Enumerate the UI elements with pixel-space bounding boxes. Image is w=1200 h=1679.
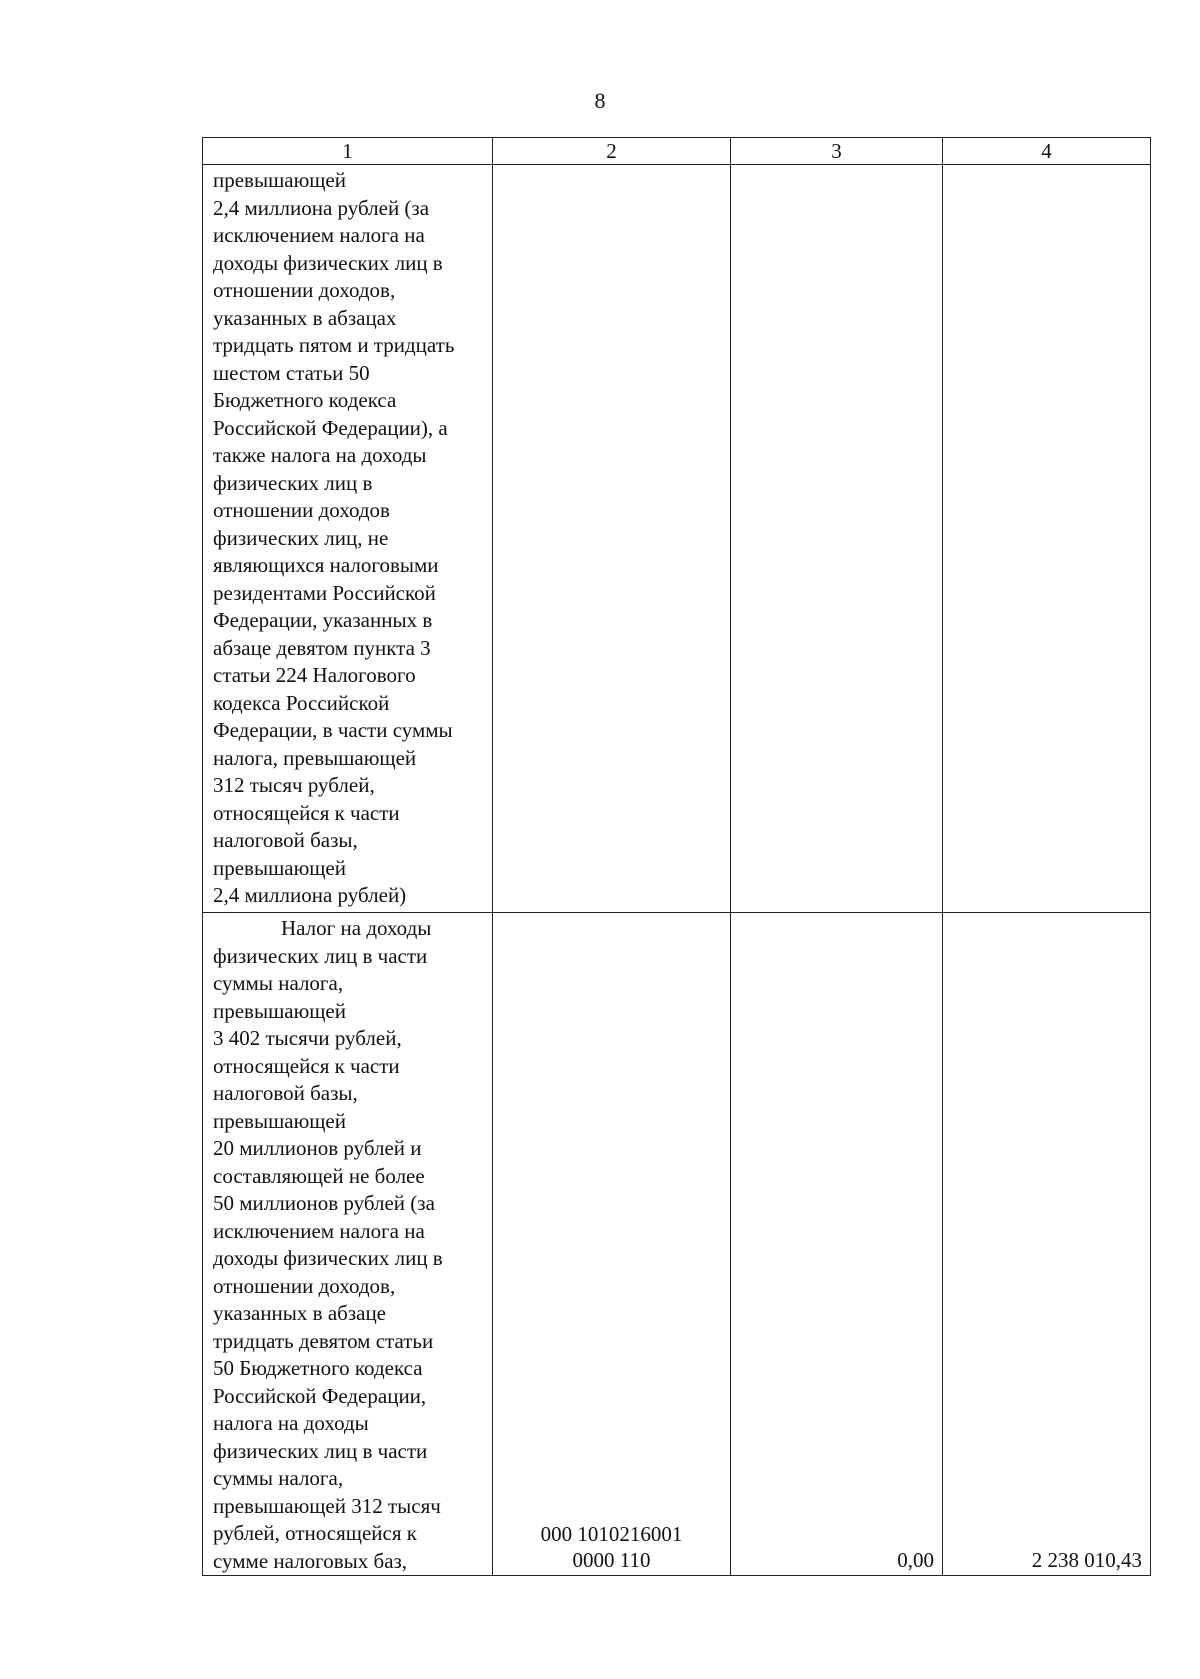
description-text (203, 913, 492, 1575)
description-line: Бюджетного кодекса (213, 388, 397, 412)
col4-cell (943, 913, 1151, 1576)
header-col-1: 1 (203, 138, 493, 165)
description-line: сумме налоговых баз, (213, 1548, 408, 1573)
description-cell (203, 165, 493, 913)
header-col-2: 2 (493, 138, 731, 165)
col3-cell (731, 913, 943, 1576)
description-line: указанных в абзацах (213, 305, 397, 330)
description-line: суммы налога, (213, 1466, 344, 1490)
code-cell (493, 913, 731, 1576)
description-line: превышающей (213, 998, 346, 1023)
description-line: отношении доходов, (213, 278, 396, 302)
description-line: доходы физических лиц в (213, 250, 443, 275)
description-line: Российской Федерации), а (213, 415, 448, 440)
header-col-4: 4 (943, 138, 1151, 165)
description-line: Российской Федерации, (213, 1383, 427, 1408)
description-line: превышающей 312 тысяч (213, 1493, 441, 1518)
description-line: превышающей (213, 168, 346, 192)
description-line: 3 402 тысячи рублей, (213, 1026, 402, 1050)
description-line: относящейся к части (213, 1053, 400, 1078)
description-line: налога на доходы (213, 1411, 369, 1435)
description-line: тридцать девятом статьи (213, 1328, 434, 1353)
description-line: исключением налога на (213, 1218, 425, 1243)
description-line: статьи 224 Налогового (213, 663, 416, 687)
description-line: 2,4 миллиона рублей) (213, 883, 407, 907)
budget-code-line-1: 000 1010216001 (540, 1522, 683, 1546)
header-row (203, 138, 1151, 165)
col3-cell (731, 165, 943, 913)
description-line: тридцать пятом и тридцать (213, 333, 455, 357)
description-line: налоговой базы, (213, 1081, 358, 1105)
code-cell (493, 165, 731, 913)
description-line: превышающей (213, 1108, 346, 1133)
col4-cell (943, 165, 1151, 913)
description-line: указанных в абзаце (213, 1301, 387, 1325)
revenue-table (202, 137, 1151, 1576)
header-col-3: 3 (731, 138, 943, 165)
description-line: доходы физических лиц в (213, 1246, 443, 1270)
table-row (203, 913, 1151, 1576)
description-line: физических лиц в (213, 470, 373, 495)
description-line: 20 миллионов рублей и (213, 1136, 422, 1160)
col4-value: 2 238 010,43 (1031, 1548, 1142, 1572)
description-line: рублей, относящейся к (213, 1521, 417, 1545)
description-line: Налог на доходы (281, 916, 432, 940)
description-line: являющихся налоговыми (213, 553, 439, 577)
description-line: 50 миллионов рублей (за (213, 1191, 435, 1215)
description-line: исключением налога на (213, 223, 425, 247)
description-line: кодекса Российской (213, 690, 390, 715)
description-line: налога, превышающей (213, 745, 417, 770)
description-line: налоговой базы, (213, 828, 358, 852)
description-line: составляющей не более (213, 1163, 425, 1188)
table-row (203, 165, 1151, 913)
description-line: 312 тысяч рублей, (213, 773, 375, 797)
description-line: 50 Бюджетного кодекса (213, 1356, 423, 1380)
description-line: физических лиц в части (213, 943, 428, 968)
description-line: Федерации, указанных в (213, 608, 433, 632)
description-line: отношении доходов (213, 498, 390, 522)
col3-value: 0,00 (897, 1548, 934, 1572)
description-line: суммы налога, (213, 971, 344, 995)
description-cell (203, 913, 493, 1576)
description-line: резидентами Российской (213, 580, 436, 605)
budget-code-line-2: 0000 110 (572, 1548, 651, 1572)
budget-code (493, 1521, 730, 1575)
description-line: превышающей (213, 855, 346, 880)
page-number: 8 (594, 88, 606, 113)
description-line: физических лиц, не (213, 525, 389, 550)
description-line: шестом статьи 50 (213, 360, 370, 385)
description-line: Федерации, в части суммы (213, 718, 453, 742)
description-line: физических лиц в части (213, 1438, 428, 1463)
description-line: отношении доходов, (213, 1273, 396, 1298)
description-line: также налога на доходы (213, 443, 427, 467)
description-line: относящейся к части (213, 800, 400, 825)
description-line: абзаце девятом пункта 3 (213, 635, 431, 660)
description-text (203, 165, 492, 910)
description-line: 2,4 миллиона рублей (за (213, 195, 430, 220)
